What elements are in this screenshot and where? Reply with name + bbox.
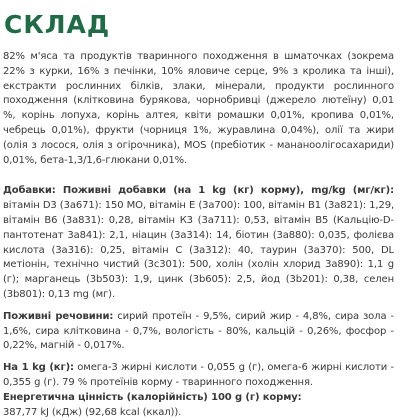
section-spacer	[3, 168, 394, 184]
nutrients-text: сирий протеїн - 9,5%, сирий жир - 4,8%, сира зола - 1,6%, сира клітковина - 0,7%, вологість - 80%, кальцій - 0,26%, фосфор - 0,22%, магній - 0,017%.	[3, 310, 394, 352]
additives-section	[3, 184, 394, 302]
energy-text: 387,77 kJ (кДж) (92,68 kcal (ккал)).	[3, 406, 182, 418]
section-spacer	[3, 303, 394, 310]
energy-section	[3, 391, 394, 420]
energy-label: Енергетична цінність (калорійність) 100 g (г) корму:	[3, 391, 302, 403]
section-spacer	[3, 354, 394, 361]
per-kg-label: На 1 kg (кг):	[3, 362, 74, 374]
page-title: СКЛАД	[4, 10, 111, 39]
nutrients-label: Поживні речовини:	[3, 310, 114, 322]
additives-label: Добавки: Поживні добавки (на 1 kg (кг) корму), mg/kg (мг/кг):	[3, 185, 394, 197]
additives-text: вітамін D3 (3a671): 150 МО, вітамін Е (3a700): 100, вітамін В1 (3a821): 1,29, вітамін В6 (3a831): 0,28, вітамін К3 (3a711): 0,53, вітамін В5 (Кальцію-D-пантотенат 3a841): 2,1, ніацин (3a314): 14, біотин (3a880): 0,035, фолієва кислота (3a316): 0,25, вітамін С (3a312): 40, таурин (3a370): 500, DL метіонін, технічно чистий (3c301): 500, холін (холін хлорид 3a890): 1,1 g (г); марганець (3b503): 1,9, цинк (3b605): 2,5, йод (3b201): 0,38, селен (3b801): 0,13 mg (мг).	[3, 200, 394, 300]
composition-text: 82% м'яса та продуктів тваринного походження в шматочках (зокрема 22% з курки, 16% з печінки, 10% яловиче серце, 9% з кролика та інші), екстракти рослинних білків, злаки, мінерали, продукти рослинного походження (клітковина бурякова, чорнобривці (джерело лютеїну) 0,01 %, корінь лопуха, корінь алтея, квіти ромашки 0,01%, кропива 0,01%, чебрець 0,01%), фрукти (чорниця 1%, журавлина 0,04%), олії та жири (олія з лосося, олія з огірочника), MOS (пребіотик - мананоолігосахариди) 0,01%, бета-1,3/1,6-глюкани 0,01%.	[3, 51, 394, 166]
per-kg-text: омега-3 жирні кислоти - 0,055 g (г), омега-6 жирні кислоти - 0,355 g (г). 79 % протеїнів корму - тваринного походження.	[3, 362, 394, 388]
per-kg-section	[3, 361, 394, 391]
nutrients-section	[3, 310, 394, 354]
